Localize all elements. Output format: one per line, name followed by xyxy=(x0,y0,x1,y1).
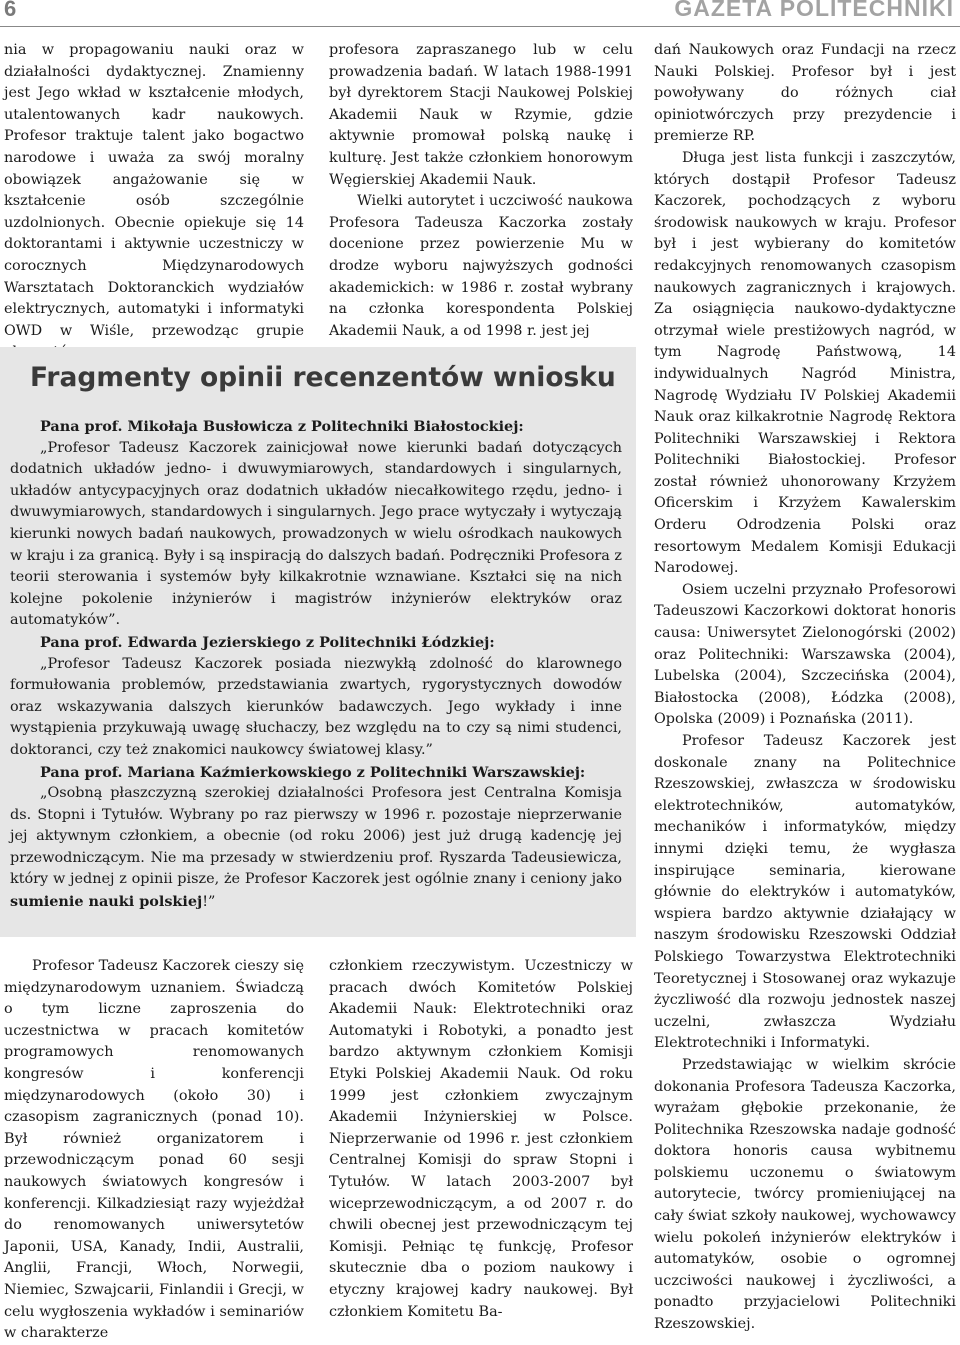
reviewer-name: Pana prof. Mariana Kaźmierkowskiego z Politechniki Warszawskiej: xyxy=(40,763,586,781)
paragraph: Osiem uczelni przyznało Profesorowi Tadeuszowi Kaczorkowi doktorat honoris causa: Uniwersytet Zielonogórski (2002) oraz Politechniki: Warszawska (2004), Lubelska (2004), Szczecińska (2004), Białostocka (2008), Łódzka (2008), Opolska (2009) i Poznańska (2011). xyxy=(654,581,956,728)
reviewer-name: Pana prof. Edwarda Jezierskiego z Politechniki Łódzkiej: xyxy=(40,633,495,651)
column-2-bottom xyxy=(329,956,633,1320)
reviews-box-body xyxy=(10,416,622,914)
paragraph: nia w propagowaniu nauki oraz w działalności dydaktycznej. Znamienny jest Jego wkład w kształcenie młodych, utalentowanych kadr naukowych. Profesor traktuje talent jako bogactwo narodowe i uważa za swój moralny obowiązek angażowanie się w kształcenie osób szczególnie uzdolnionych. Obecnie opiekuje się 14 doktorantami i aktywnie uczestniczy w corocznych Międzynarodowych Warsztatach Doktoranckich wydziałów elektrycznych, automatyki i informatyki OWD w Wiśle, przewodząc grupie xyxy=(4,42,304,339)
column-3 xyxy=(654,40,956,1333)
reviews-box-title: Fragmenty opinii recenzentów wniosku xyxy=(30,362,616,393)
paragraph: Przedstawiając w wielkim skrócie dokonania Profesora Tadeusza Kaczorka, wyrażam głębokie przekonanie, że Politechnika Rzeszowska nadaje godność doktora honoris causa wybitnemu polskiemu uczonemu o światowym autorytecie, twórcy promieniującej na cały świat szkoły naukowej, wychowawcy wielu pokoleń inżynierów elektryków i automatyków, osobie o ogromnej uczciwości naukowej i życzliwości, a ponadto przyjacielowi Politechniki Rzeszowskiej. xyxy=(654,1056,956,1333)
paragraph: Profesor Tadeusz Kaczorek jest doskonale znany na Politechnice Rzeszowskiej, zwłaszcza w środowisku elektrotechników, automatyków, mechaników i informatyków, między innymi dzięki temu, że wygłasza inspirujące seminaria, kierowane głównie do elektryków i automatyków, wspiera bardzo aktywnie działający w naszym środowisku Rzeszowski Oddział Polskiego Towarzystwa Elektrotechniki Teoretycznej i Stosowanej oraz wykazuje życzliwość dla rozwoju jednostek naszej uczelni, zwłaszcza Wydziału Elektrotechniki i Informatyki. xyxy=(654,733,956,1052)
paragraph: profesora zapraszanego lub w celu prowadzenia badań. W latach 1988-1991 był dyrektorem Stacji Naukowej Polskiej Akademii Nauk w Rzymie, gdzie aktywnie promował polską naukę i kulturę. Jest także członkiem honorowym Węgierskiej Akademii Nauk. xyxy=(329,42,633,188)
column-1-top xyxy=(4,40,304,340)
page-header xyxy=(0,0,960,27)
column-2-top xyxy=(329,40,633,340)
review-quote-text: „Osobną płaszczyzną szerokiej działalności Profesora jest Centralna Komisja ds. Stopni i Tytułów. Wybrany po raz pierwszy w 1996 r. pozostaje nieprzerwanie jej aktywnym członkiem, a obecnie (od roku 2006) jest już drugą kadencję jej przewodniczącym. Nie ma przesady w stwierdzeniu prof. Ryszarda Tadeusiewicza, który w jednej z opinii pisze, że Profesor Kaczorek jest ogólnie znany i ceniony jako xyxy=(10,785,622,888)
paragraph: Wielki autorytet i uczciwość naukowa Profesora Tadeusza Kaczorka zostały docenione przez powierzenie Mu w drodze wyboru najwyższych godności akademickich: w 1986 r. został wybrany na członka korespondenta Polskiej Akademii Nauk, a od 1998 r. jest jej xyxy=(329,193,633,339)
paragraph: członkiem rzeczywistym. Uczestniczy w pracach dwóch Komitetów Polskiej Akademii Nauk: Elektrotechniki oraz Automatyki i Robotyki, a ponadto jest bardzo aktywnym członkiem Komisji Etyki Polskiej Akademii Nauk. Od roku 1999 jest członkiem zwyczajnym Akademii Inżynierskiej w Polsce. Nieprzerwanie od 1996 r. jest członkiem Centralnej Komisji do spraw Stopni i Tytułów. W latach 2003-2007 był wiceprzewodniczącym, a od 2007 r. do chwili obecnej jest przewodniczącym tej Komisji. Pełniąc tę funkcję, Profesor skutecznie dba o poziom naukowy i etyczny krajowej kadry naukowej. Był członkiem Komitetu Ba- xyxy=(329,958,633,1320)
review-quote: „Profesor Tadeusz Kaczorek zainicjował nowe kierunki badań dotyczących dodatnich układów jedno- i dwuwymiarowych, standardowych i singularnych, układów antycypacyjnych oraz dodatnich układów niecałkowitego rzędu, jedno- i dwuwymiarowych, standardowych i singularnych. Jego prace wytyczały i wytyczają kierunki nowych badań naukowych, prowadzonych w wielu ośrodkach naukowych w kraju i za granicą. Były i są inspiracją do dalszych badań. Podręczniki Profesora z teorii sterowania i systemów były kilkakrotnie wznawiane. Kształci się na nich kolejne pokolenie inżynierów i magistrów inżynierów elektryków oraz automatyków”. xyxy=(10,439,622,629)
column-1-bottom xyxy=(4,956,304,1342)
reviewer-name: Pana prof. Mikołaja Busłowicza z Politechniki Białostockiej: xyxy=(40,418,524,435)
paragraph: Długa jest lista funkcji i zaszczytów, których dostąpił Profesor Tadeusz Kaczorek, pochodzących z wyboru środowisk naukowych w kraju. Profesor był i jest wybierany do komitetów redakcyjnych renomowanych czasopism naukowych zagranicznych i krajowych. Za osiągnięcia naukowo-dydaktyczne otrzymał wiele prestiżowych nagród, w tym Nagrodę Państwową, 14 indywidualnych Nagród Ministra, Nagrodę Wydziału IV Polskiej Akademii Nauk oraz kilkakrotnie Nagrodę Rektora Politechniki Warszawskiej i Rektora Politechniki Białostockiej. Profesor został również uhonorowany Krzyżem Oficerskim i Krzyżem Kawalerskim Orderu Odrodzenia Polski oraz resortowym Medalem Komisji Edukacji Narodowej. xyxy=(654,149,956,577)
review-quote xyxy=(10,783,622,914)
paragraph: dań Naukowych oraz Fundacji na rzecz Nauki Polskiej. Profesor był i jest powoływany do różnych ciał opiniotwórczych przy prezydencie i premierze RP. xyxy=(654,42,956,145)
review-quote-emphasis: sumienie nauki polskiej xyxy=(10,893,203,911)
paragraph: Profesor Tadeusz Kaczorek cieszy się międzynarodowym uznaniem. Świadczą o tym liczne zaproszenia do uczestnictwa w pracach komitetów programowych renomowanych kongresów i konferencji międzynarodowych (około 30) i czasopism zagranicznych (ponad 10). Był również organizatorem i przewodniczącym ponad 60 sesji naukowych światowych kongresów i konferencji. Kilkadziesiąt razy wyjeżdżał do renomowanych uniwersytetów Japonii, USA, Kanady, Indii, Australii, Anglii, Francji, Włoch, Norwegii, Niemiec, Szwajcarii, Finlandii i Grecji, w celu wygłoszenia wykładów i seminariów w charakterze xyxy=(4,958,304,1342)
publication-name: GAZETA POLITECHNIKI xyxy=(674,0,954,21)
review-quote-end: !” xyxy=(202,894,216,911)
review-quote: „Profesor Tadeusz Kaczorek posiada niezwykłą zdolność do klarownego formułowania problemów, przedstawiania zwartych, rygorystycznych dowodów oraz wskazywania dalszych kierunków badawczych. Jego wykłady i inne wystąpienia przykuwają uwagę słuchaczy, bez względu na to czy są nimi studenci, doktoranci, czy też znakomici naukowcy światowej klasy.” xyxy=(10,655,622,758)
page-number: 6 xyxy=(4,0,17,21)
